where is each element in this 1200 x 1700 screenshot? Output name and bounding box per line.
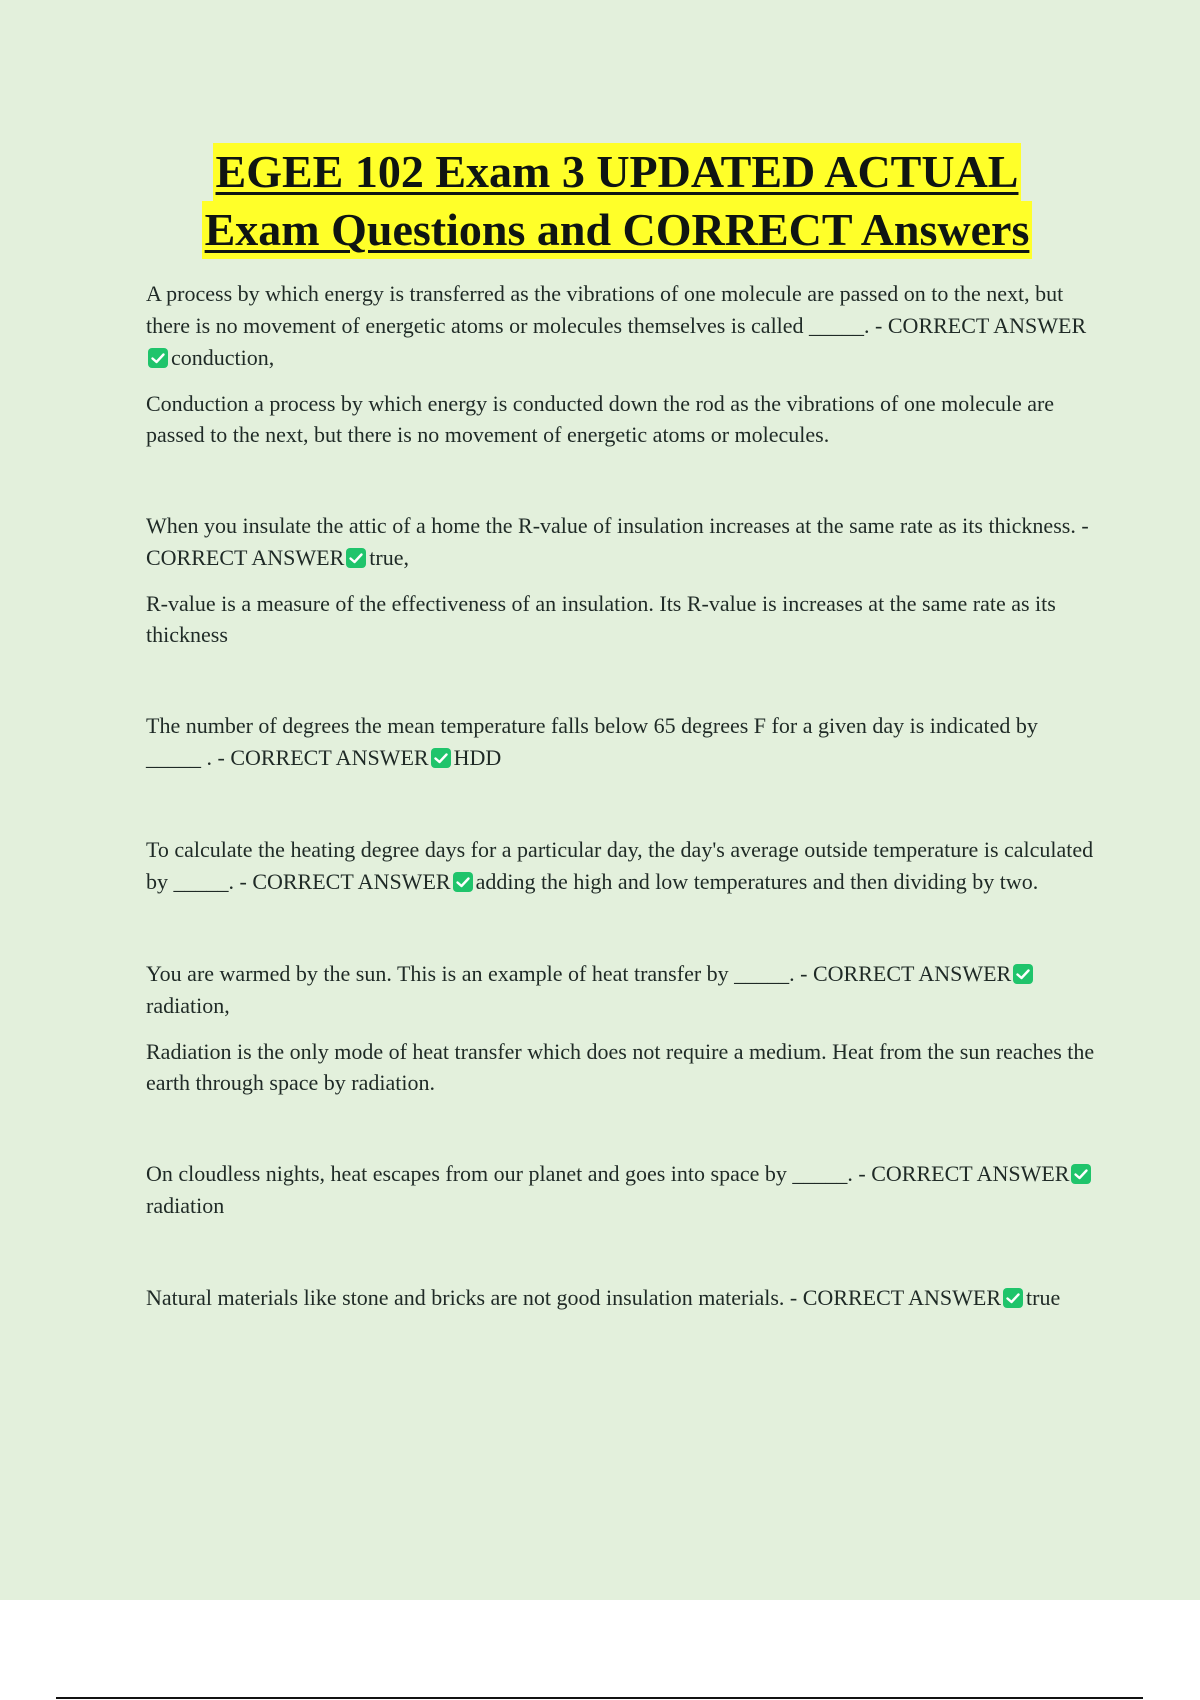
checkmark-icon [148, 348, 168, 368]
checkmark-icon [431, 748, 451, 768]
checkmark-icon [1013, 964, 1033, 984]
answer-text: true, [369, 545, 409, 570]
footer-divider [56, 1697, 1143, 1699]
answer-text: conduction, [171, 345, 275, 370]
question-text: To calculate the heating degree days for a particular day, the day's average outside temperature is calculated by _____. - CORRECT ANSWER adding the high and low temperatures and then dividing by two. [146, 837, 1094, 894]
question-text: A process by which energy is transferred as the vibrations of one molecule are passed on to the next, but there is no movement of energetic atoms or molecules themselves is called _____. - CORRECT ANSWER conduction, [146, 281, 1087, 370]
qa-item [146, 510, 1096, 650]
checkmark-icon [346, 548, 366, 568]
explanation-text: R-value is a measure of the effectiveness of an insulation. Its R-value is increases at the same rate as its thickness [146, 591, 1056, 647]
title-line-1: EGEE 102 Exam 3 UPDATED ACTUAL [213, 143, 1022, 201]
explanation-text: Radiation is the only mode of heat transfer which does not require a medium. Heat from the sun reaches the earth through space by radiation. [146, 1039, 1095, 1095]
question-text: The number of degrees the mean temperature falls below 65 degrees F for a given day is indicated by _____ . - CORRECT ANSWER HDD [146, 713, 1038, 770]
checkmark-icon [1003, 1288, 1023, 1308]
checkmark-icon [453, 872, 473, 892]
document-title [0, 143, 1200, 259]
qa-item [146, 958, 1096, 1098]
qa-item [146, 1158, 1096, 1222]
answer-text: radiation [146, 1193, 225, 1218]
question-text: When you insulate the attic of a home the R-value of insulation increases at the same rate as its thickness. - CORRECT ANSWER true, [146, 513, 1089, 570]
answer-text: true [1026, 1285, 1061, 1310]
answer-text: adding the high and low temperatures and then dividing by two. [475, 869, 1039, 894]
question-text: Natural materials like stone and bricks are not good insulation materials. - CORRECT ANSWER true [146, 1285, 1061, 1310]
answer-text: radiation, [146, 993, 230, 1018]
qa-list [146, 278, 1096, 1374]
qa-item [146, 278, 1096, 450]
qa-item [146, 710, 1096, 774]
explanation-text: Conduction a process by which energy is conducted down the rod as the vibrations of one molecule are passed to the next, but there is no movement of energetic atoms or molecules. [146, 391, 1055, 447]
answer-text: HDD [453, 745, 502, 770]
qa-item [146, 834, 1096, 898]
question-text: On cloudless nights, heat escapes from our planet and goes into space by _____. - CORRECT ANSWER radiation [146, 1158, 1096, 1222]
checkmark-icon [1071, 1164, 1091, 1184]
title-line-2: Exam Questions and CORRECT Answers [202, 201, 1033, 259]
qa-item [146, 1282, 1096, 1314]
question-text: You are warmed by the sun. This is an example of heat transfer by _____. - CORRECT ANSWER radiation, [146, 958, 1096, 1022]
